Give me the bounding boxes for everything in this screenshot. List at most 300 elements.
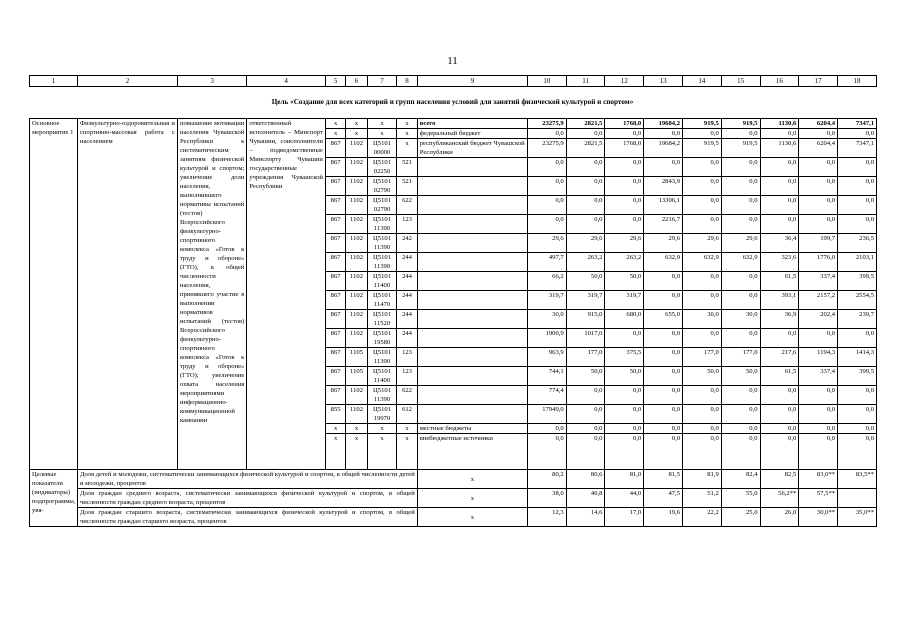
expense-type-cell: x <box>397 434 417 470</box>
value-cell: 2821,5 <box>566 119 605 129</box>
value-cell: 239,7 <box>838 310 877 329</box>
value-cell: 0,0 <box>566 196 605 215</box>
target-article-cell: Ц5101 11390 <box>367 253 397 272</box>
target-article-cell: Ц5101 02250 <box>367 158 397 177</box>
section-code-cell: x <box>346 119 367 129</box>
section-code-cell: 1102 <box>346 234 367 253</box>
target-value-cell: 51,2 <box>683 489 722 508</box>
funding-source-cell: местные бюджеты <box>417 424 527 434</box>
value-cell: 50,0 <box>605 272 644 291</box>
value-cell: 0,0 <box>760 177 799 196</box>
value-cell: 0,0 <box>605 196 644 215</box>
goal-heading: Цель «Создание для всех категорий и групп населения условий для занятий физической культурой и спортом» <box>271 98 634 106</box>
value-cell: 19684,2 <box>644 139 683 158</box>
value-cell: 0,0 <box>760 424 799 434</box>
value-cell: 0,0 <box>644 424 683 434</box>
value-cell: 7347,1 <box>838 119 877 129</box>
section-code-cell: 1102 <box>346 196 367 215</box>
value-cell: 19684,2 <box>644 119 683 129</box>
value-cell: 0,0 <box>566 158 605 177</box>
target-value-cell: 38,0 <box>527 489 566 508</box>
value-cell: 0,0 <box>644 272 683 291</box>
column-number-cell: 16 <box>760 76 799 87</box>
value-cell: 50,0 <box>683 367 722 386</box>
column-number-cell: 1 <box>30 76 78 87</box>
measure-label: Основное мероприятие 1 <box>30 119 78 470</box>
value-cell: 1900,9 <box>527 329 566 348</box>
expense-type-cell: 244 <box>397 310 417 329</box>
section-code-cell: 1102 <box>346 310 367 329</box>
target-text: Доля детей и молодежи, систематически занимающихся физической культурой и спортом, в общей численности детей и молодежи, процентов <box>77 470 417 489</box>
value-cell: 0,0 <box>683 424 722 434</box>
value-cell: 50,0 <box>605 367 644 386</box>
value-cell: 0,0 <box>683 272 722 291</box>
expense-type-cell: 622 <box>397 196 417 215</box>
value-cell: 50,0 <box>721 367 760 386</box>
target-value-cell: 81,9 <box>683 470 722 489</box>
expense-type-cell: x <box>397 129 417 139</box>
value-cell: 0,0 <box>566 386 605 405</box>
section-code-cell: 1102 <box>346 253 367 272</box>
funding-source-cell <box>417 272 527 291</box>
target-value-cell: 30,0** <box>799 508 838 527</box>
value-cell: 0,0 <box>683 177 722 196</box>
grbs-code-cell: 867 <box>325 386 345 405</box>
grbs-code-cell: x <box>325 434 345 470</box>
value-cell: 1776,0 <box>799 253 838 272</box>
value-cell: 1130,6 <box>760 119 799 129</box>
section-code-cell: 1102 <box>346 215 367 234</box>
value-cell: 17949,0 <box>527 405 566 424</box>
value-cell: 0,0 <box>721 196 760 215</box>
grbs-code-cell: x <box>325 119 345 129</box>
column-number-cell: 9 <box>417 76 527 87</box>
target-article-cell: x <box>367 434 397 470</box>
value-cell: 963,9 <box>527 348 566 367</box>
target-article-cell: x <box>367 424 397 434</box>
expense-type-cell: 521 <box>397 177 417 196</box>
funding-source-cell <box>417 234 527 253</box>
value-cell: 177,0 <box>566 348 605 367</box>
expense-type-cell: 622 <box>397 386 417 405</box>
target-row <box>30 508 877 527</box>
value-cell: 61,5 <box>760 367 799 386</box>
value-cell: 919,5 <box>721 139 760 158</box>
target-value-cell: 81,5 <box>644 470 683 489</box>
value-cell: 23275,9 <box>527 119 566 129</box>
target-article-cell: Ц5101 11390 <box>367 348 397 367</box>
value-cell: 0,0 <box>721 405 760 424</box>
target-value-cell: 17,0 <box>605 508 644 527</box>
value-cell: 0,0 <box>721 424 760 434</box>
value-cell: 0,0 <box>799 129 838 139</box>
expense-type-cell: x <box>397 119 417 129</box>
funding-source-cell <box>417 367 527 386</box>
value-cell: 0,0 <box>683 129 722 139</box>
value-cell: 0,0 <box>799 405 838 424</box>
value-cell: 199,7 <box>799 234 838 253</box>
value-cell: 0,0 <box>721 177 760 196</box>
value-cell: 0,0 <box>838 196 877 215</box>
target-article-cell: Ц5101 02790 <box>367 196 397 215</box>
section-code-cell: 1102 <box>346 405 367 424</box>
target-mark: x <box>417 508 527 527</box>
value-cell: 0,0 <box>527 177 566 196</box>
value-cell: 61,5 <box>760 272 799 291</box>
target-article-cell: Ц5101 11400 <box>367 272 397 291</box>
grbs-code-cell: 867 <box>325 329 345 348</box>
column-number-cell: 8 <box>397 76 417 87</box>
value-cell: 236,5 <box>838 234 877 253</box>
target-value-cell: 35,0** <box>838 508 877 527</box>
target-value-cell: 47,5 <box>644 489 683 508</box>
column-number-cell: 7 <box>367 76 397 87</box>
value-cell: 0,0 <box>683 434 722 470</box>
funding-source-cell: всего <box>417 119 527 129</box>
section-code-cell: 1102 <box>346 272 367 291</box>
column-number-cell: 4 <box>247 76 326 87</box>
value-cell: 0,0 <box>760 405 799 424</box>
target-value-cell: 82,5 <box>760 470 799 489</box>
target-article-cell: Ц5101 19970 <box>367 405 397 424</box>
value-cell: 2103,1 <box>838 253 877 272</box>
value-cell: 0,0 <box>566 129 605 139</box>
funding-source-cell <box>417 177 527 196</box>
value-cell: 1130,6 <box>760 139 799 158</box>
value-cell: 0,0 <box>644 386 683 405</box>
value-cell: 217,6 <box>760 348 799 367</box>
target-value-cell: 56,2** <box>760 489 799 508</box>
value-cell: 13306,1 <box>644 196 683 215</box>
section-code-cell: 1102 <box>346 139 367 158</box>
value-cell: 0,0 <box>799 434 838 470</box>
column-number-cell: 17 <box>799 76 838 87</box>
value-cell: 0,0 <box>683 405 722 424</box>
value-cell: 0,0 <box>527 434 566 470</box>
target-mark: x <box>417 489 527 508</box>
target-value-cell: 82,4 <box>721 470 760 489</box>
value-cell: 680,0 <box>605 310 644 329</box>
value-cell: 177,0 <box>721 348 760 367</box>
section-code-cell: 1105 <box>346 348 367 367</box>
value-cell: 0,0 <box>566 177 605 196</box>
target-value-cell: 83,0** <box>799 470 838 489</box>
funding-source-cell: внебюджетные источники <box>417 434 527 470</box>
value-cell: 0,0 <box>721 291 760 310</box>
value-cell: 0,0 <box>644 158 683 177</box>
value-cell: 0,0 <box>760 158 799 177</box>
column-number-cell: 14 <box>683 76 722 87</box>
value-cell: 50,0 <box>566 367 605 386</box>
grbs-code-cell: 867 <box>325 291 345 310</box>
budget-table <box>29 118 877 527</box>
value-cell: 919,5 <box>683 139 722 158</box>
section-code-cell: 1102 <box>346 177 367 196</box>
value-cell: 0,0 <box>838 434 877 470</box>
value-cell: 0,0 <box>566 405 605 424</box>
section-code-cell: 1105 <box>346 367 367 386</box>
value-cell: 2843,9 <box>644 177 683 196</box>
value-cell: 0,0 <box>683 386 722 405</box>
section-code-cell: 1102 <box>346 386 367 405</box>
value-cell: 263,2 <box>566 253 605 272</box>
funding-source-cell <box>417 405 527 424</box>
value-cell: 0,0 <box>799 158 838 177</box>
target-value-cell: 80,2 <box>527 470 566 489</box>
grbs-code-cell: 855 <box>325 405 345 424</box>
value-cell: 632,9 <box>721 253 760 272</box>
value-cell: 0,0 <box>527 129 566 139</box>
target-value-cell: 19,6 <box>644 508 683 527</box>
value-cell: 0,0 <box>799 386 838 405</box>
grbs-code-cell: 867 <box>325 177 345 196</box>
expense-type-cell: x <box>397 424 417 434</box>
funding-source-cell <box>417 329 527 348</box>
target-value-cell: 81,0 <box>605 470 644 489</box>
column-number-header <box>29 75 877 87</box>
target-article-cell: Ц5101 19580 <box>367 329 397 348</box>
value-cell: 36,9 <box>760 310 799 329</box>
grbs-code-cell: x <box>325 424 345 434</box>
funding-source-cell <box>417 196 527 215</box>
target-value-cell: 44,0 <box>605 489 644 508</box>
target-value-cell: 12,3 <box>527 508 566 527</box>
column-number-cell: 11 <box>566 76 605 87</box>
target-mark: x <box>417 470 527 489</box>
target-row <box>30 470 877 489</box>
section-code-cell: 1102 <box>346 158 367 177</box>
value-cell: 29,6 <box>644 234 683 253</box>
value-cell: 30,0 <box>527 310 566 329</box>
section-code-cell: 1102 <box>346 291 367 310</box>
value-cell: 6204,4 <box>799 139 838 158</box>
value-cell: 0,0 <box>760 196 799 215</box>
column-number-cell: 5 <box>325 76 345 87</box>
target-article-cell: Ц5101 11520 <box>367 310 397 329</box>
column-number-cell: 6 <box>346 76 367 87</box>
value-cell: 0,0 <box>605 177 644 196</box>
target-value-cell: 80,6 <box>566 470 605 489</box>
value-cell: 0,0 <box>760 129 799 139</box>
grbs-code-cell: 867 <box>325 367 345 386</box>
funding-source-cell <box>417 291 527 310</box>
value-cell: 0,0 <box>605 158 644 177</box>
grbs-code-cell: 867 <box>325 310 345 329</box>
grbs-code-cell: 867 <box>325 158 345 177</box>
target-value-cell: 26,0 <box>760 508 799 527</box>
expense-type-cell: 244 <box>397 253 417 272</box>
section-code-cell: x <box>346 434 367 470</box>
value-cell: 399,5 <box>838 272 877 291</box>
value-cell: 319,7 <box>566 291 605 310</box>
value-cell: 337,4 <box>799 367 838 386</box>
value-cell: 1194,3 <box>799 348 838 367</box>
value-cell: 0,0 <box>605 386 644 405</box>
target-value-cell: 14,6 <box>566 508 605 527</box>
value-cell: 0,0 <box>644 434 683 470</box>
value-cell: 632,9 <box>683 253 722 272</box>
value-cell: 1768,0 <box>605 139 644 158</box>
target-article-cell: Ц5101 02790 <box>367 177 397 196</box>
value-cell: 1414,3 <box>838 348 877 367</box>
value-cell: 919,5 <box>721 119 760 129</box>
value-cell: 0,0 <box>721 386 760 405</box>
target-value-cell: 57,5** <box>799 489 838 508</box>
value-cell: 0,0 <box>683 329 722 348</box>
value-cell: 29,6 <box>683 234 722 253</box>
value-cell: 263,2 <box>605 253 644 272</box>
funding-source-cell <box>417 386 527 405</box>
table-row <box>30 119 877 129</box>
grbs-code-cell: x <box>325 129 345 139</box>
value-cell: 29,6 <box>566 234 605 253</box>
value-cell: 0,0 <box>838 177 877 196</box>
value-cell: 323,6 <box>760 253 799 272</box>
target-value-cell: 83,5** <box>838 470 877 489</box>
value-cell: 0,0 <box>566 424 605 434</box>
value-cell: 497,7 <box>527 253 566 272</box>
target-article-cell: Ц5101 11400 <box>367 367 397 386</box>
target-text: Доля граждан старшего возраста, систематически занимающихся физической культурой и спортом, в общей численности граждан старшего возраста, процентов <box>77 508 417 527</box>
value-cell: 655,0 <box>644 310 683 329</box>
value-cell: 0,0 <box>527 196 566 215</box>
target-article-cell: x <box>367 119 397 129</box>
value-cell: 2554,5 <box>838 291 877 310</box>
expense-type-cell: 123 <box>397 367 417 386</box>
value-cell: 0,0 <box>644 329 683 348</box>
column-number-cell: 2 <box>77 76 177 87</box>
value-cell: 774,4 <box>527 386 566 405</box>
expense-type-cell: 242 <box>397 234 417 253</box>
value-cell: 337,4 <box>799 272 838 291</box>
target-article-cell: Ц5101 11470 <box>367 291 397 310</box>
section-code-cell: x <box>346 424 367 434</box>
target-value-cell: 25,0 <box>721 508 760 527</box>
expense-type-cell: x <box>397 139 417 158</box>
value-cell: 30,0 <box>683 310 722 329</box>
value-cell: 0,0 <box>605 329 644 348</box>
value-cell: 0,0 <box>644 348 683 367</box>
value-cell: 0,0 <box>799 215 838 234</box>
value-cell: 30,0 <box>721 310 760 329</box>
expense-type-cell: 244 <box>397 329 417 348</box>
value-cell: 2157,2 <box>799 291 838 310</box>
value-cell: 319,7 <box>527 291 566 310</box>
value-cell: 0,0 <box>605 405 644 424</box>
value-cell: 0,0 <box>760 386 799 405</box>
column-number-cell: 10 <box>527 76 566 87</box>
value-cell: 2216,7 <box>644 215 683 234</box>
expense-type-cell: 612 <box>397 405 417 424</box>
grbs-code-cell: 867 <box>325 272 345 291</box>
value-cell: 29,6 <box>527 234 566 253</box>
section-code-cell: 1102 <box>346 329 367 348</box>
value-cell: 0,0 <box>644 291 683 310</box>
expense-type-cell: 244 <box>397 272 417 291</box>
value-cell: 0,0 <box>605 434 644 470</box>
measure-name: Физкультурно-оздоровительная и спортивно-массовая работа с населением <box>77 119 177 470</box>
funding-source-cell <box>417 158 527 177</box>
target-value-cell: 55,0 <box>721 489 760 508</box>
value-cell: 319,7 <box>605 291 644 310</box>
value-cell: 744,1 <box>527 367 566 386</box>
value-cell: 0,0 <box>605 424 644 434</box>
value-cell: 50,0 <box>566 272 605 291</box>
measure-executor: ответственный исполнитель – Минспорт Чувашии, соисполнители – подведомственные Минспорту Чувашии государственные учреждения Чувашской Республики <box>247 119 326 470</box>
value-cell: 29,6 <box>721 234 760 253</box>
value-cell: 0,0 <box>721 129 760 139</box>
target-label: Целевые показатели (индикаторы) подпрограммы, увя- <box>30 470 78 527</box>
grbs-code-cell: 867 <box>325 253 345 272</box>
grbs-code-cell: 867 <box>325 215 345 234</box>
target-article-cell: Ц5101 11390 <box>367 386 397 405</box>
value-cell: 1768,0 <box>605 119 644 129</box>
column-number-cell: 12 <box>605 76 644 87</box>
target-value-cell: 22,2 <box>683 508 722 527</box>
value-cell: 0,0 <box>683 291 722 310</box>
value-cell: 0,0 <box>838 215 877 234</box>
grbs-code-cell: 867 <box>325 348 345 367</box>
expense-type-cell: 123 <box>397 348 417 367</box>
value-cell: 0,0 <box>721 272 760 291</box>
value-cell: 0,0 <box>527 424 566 434</box>
target-text: Доля граждан среднего возраста, систематически занимающихся физической культурой и спортом, в общей численности граждан среднего возраста, процентов <box>77 489 417 508</box>
value-cell: 0,0 <box>799 424 838 434</box>
funding-source-cell <box>417 348 527 367</box>
value-cell: 375,5 <box>605 348 644 367</box>
value-cell: 0,0 <box>721 158 760 177</box>
grbs-code-cell: 867 <box>325 139 345 158</box>
value-cell: 0,0 <box>683 158 722 177</box>
value-cell: 0,0 <box>721 215 760 234</box>
value-cell: 0,0 <box>838 405 877 424</box>
value-cell: 0,0 <box>527 158 566 177</box>
target-article-cell: Ц5101 00000 <box>367 139 397 158</box>
target-value-cell <box>838 489 877 508</box>
value-cell: 29,6 <box>605 234 644 253</box>
funding-source-cell: республиканский бюджет Чувашской Республики <box>417 139 527 158</box>
value-cell: 0,0 <box>838 329 877 348</box>
section-code-cell: x <box>346 129 367 139</box>
value-cell: 0,0 <box>838 424 877 434</box>
target-article-cell: Ц5101 11390 <box>367 234 397 253</box>
value-cell: 0,0 <box>760 434 799 470</box>
value-cell: 919,5 <box>683 119 722 129</box>
target-row <box>30 489 877 508</box>
target-article-cell: Ц5101 11390 <box>367 215 397 234</box>
value-cell: 0,0 <box>644 129 683 139</box>
value-cell: 177,0 <box>683 348 722 367</box>
value-cell: 0,0 <box>799 196 838 215</box>
value-cell: 0,0 <box>605 215 644 234</box>
value-cell: 0,0 <box>799 177 838 196</box>
funding-source-cell <box>417 310 527 329</box>
page-number: 11 <box>447 55 458 67</box>
expense-type-cell: 123 <box>397 215 417 234</box>
funding-source-cell <box>417 253 527 272</box>
column-number-cell: 18 <box>838 76 877 87</box>
measure-indicator: повышение мотивации населения Чувашской Республики к систематическим занятиям физической культурой и спортом; увеличение доли населения, выполнившего нормативы испытаний (тестов) Всероссийского физкультурно-спортивного комплекса «Готов к труду и обороне» (ГТО), в общей численности населения, принявшего участие в выполнении нормативов испытаний (тестов) Всероссийского физкультурно-спортивного комплекса «Готов к труду и обороне» (ГТО); увеличение охвата населения мероприятиями информационно-коммуникационной кампании <box>177 119 246 470</box>
value-cell: 0,0 <box>838 386 877 405</box>
value-cell: 1017,0 <box>566 329 605 348</box>
target-article-cell: x <box>367 129 397 139</box>
value-cell: 23275,9 <box>527 139 566 158</box>
column-number-cell: 15 <box>721 76 760 87</box>
value-cell: 0,0 <box>527 215 566 234</box>
value-cell: 632,9 <box>644 253 683 272</box>
value-cell: 0,0 <box>721 329 760 348</box>
value-cell: 202,4 <box>799 310 838 329</box>
